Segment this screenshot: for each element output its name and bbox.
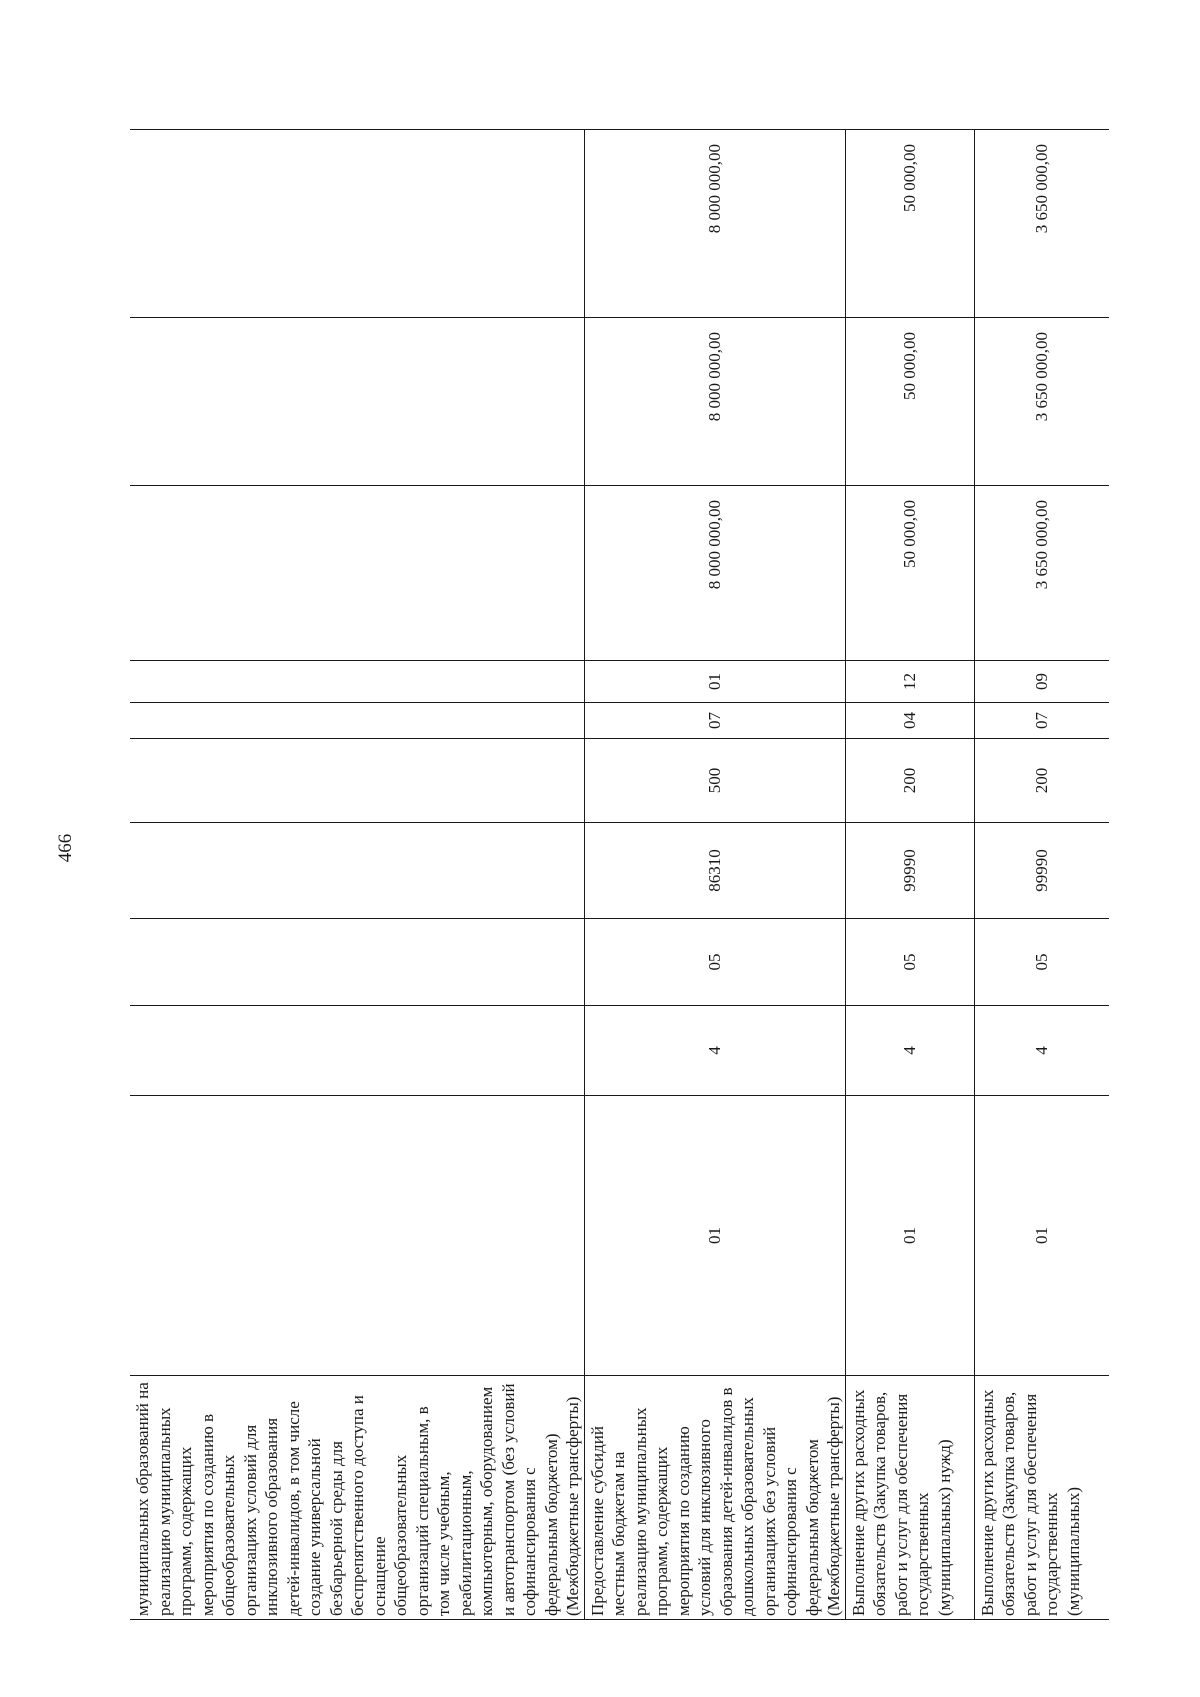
- code-cell: 4: [974, 1006, 1109, 1096]
- amount-cell: 3 650 000,00: [974, 130, 1109, 318]
- code-cell: 07: [974, 703, 1109, 739]
- code-cell: 4: [584, 1006, 845, 1096]
- amount-cell: [130, 130, 584, 318]
- code-cell: 05: [974, 919, 1109, 1006]
- page-number: 466: [55, 833, 76, 863]
- code-cell: 05: [584, 919, 845, 1006]
- table-row: [974, 130, 1109, 1620]
- code-cell: [130, 823, 584, 919]
- code-cell: 01: [584, 1096, 845, 1376]
- table-row: [130, 130, 584, 1620]
- code-cell: 200: [974, 739, 1109, 823]
- budget-sheet: [130, 130, 1083, 1620]
- code-cell: 01: [845, 1096, 974, 1376]
- expense-name-cell: Выполнение других расходных обязательств (Закупка товаров, работ и услуг для обеспечения государственных (муниципальных) нужд): [845, 1376, 974, 1620]
- amount-cell: 50 000,00: [845, 486, 974, 661]
- code-cell: 500: [584, 739, 845, 823]
- code-cell: 200: [845, 739, 974, 823]
- code-cell: [130, 1096, 584, 1376]
- amount-cell: 8 000 000,00: [584, 130, 845, 318]
- code-cell: 01: [974, 1096, 1109, 1376]
- amount-cell: 8 000 000,00: [584, 486, 845, 661]
- expense-name-cell: Выполнение других расходных обязательств (Закупка товаров, работ и услуг для обеспечения государственных (муниципальных): [974, 1376, 1109, 1620]
- code-cell: 05: [845, 919, 974, 1006]
- code-cell: 07: [584, 703, 845, 739]
- amount-cell: 50 000,00: [845, 318, 974, 486]
- amount-cell: [130, 318, 584, 486]
- expense-name-cell: Предоставление субсидий местным бюджетам на реализацию муниципальных программ, содержащих мероприятия по созданию условий для инклюзивного образования детей-инвалидов в дошкольных образовательных организациях без условий софинансирования с федеральным бюджетом (Межбюджетные трансферты): [584, 1376, 845, 1620]
- code-cell: 99990: [974, 823, 1109, 919]
- code-cell: 04: [845, 703, 974, 739]
- code-cell: [130, 739, 584, 823]
- code-cell: 4: [845, 1006, 974, 1096]
- code-cell: 99990: [845, 823, 974, 919]
- amount-cell: 8 000 000,00: [584, 318, 845, 486]
- amount-cell: 50 000,00: [845, 130, 974, 318]
- code-cell: 01: [584, 661, 845, 703]
- amount-cell: 3 650 000,00: [974, 486, 1109, 661]
- table-row: [584, 130, 845, 1620]
- code-cell: [130, 1006, 584, 1096]
- amount-cell: [130, 486, 584, 661]
- code-cell: [130, 703, 584, 739]
- expense-name-cell: муниципальных образований на реализацию муниципальных программ, содержащих мероприятия по созданию в общеобразовательных организациях условий для инклюзивного образования детей-инвалидов, в том числе создание универсальной безбарьерной среды для беспрепятственного доступа и оснащение общеобразовательных организаций специальным, в том числе учебным, реабилитационным, компьютерным, оборудованием и автотранспортом (без условий софинансирования с федеральным бюджетом) (Межбюджетные трансферты): [130, 1376, 584, 1620]
- table-row: [845, 130, 974, 1620]
- budget-table: [130, 129, 1109, 1620]
- code-cell: [130, 661, 584, 703]
- code-cell: 86310: [584, 823, 845, 919]
- amount-cell: 3 650 000,00: [974, 318, 1109, 486]
- code-cell: 12: [845, 661, 974, 703]
- code-cell: 09: [974, 661, 1109, 703]
- code-cell: [130, 919, 584, 1006]
